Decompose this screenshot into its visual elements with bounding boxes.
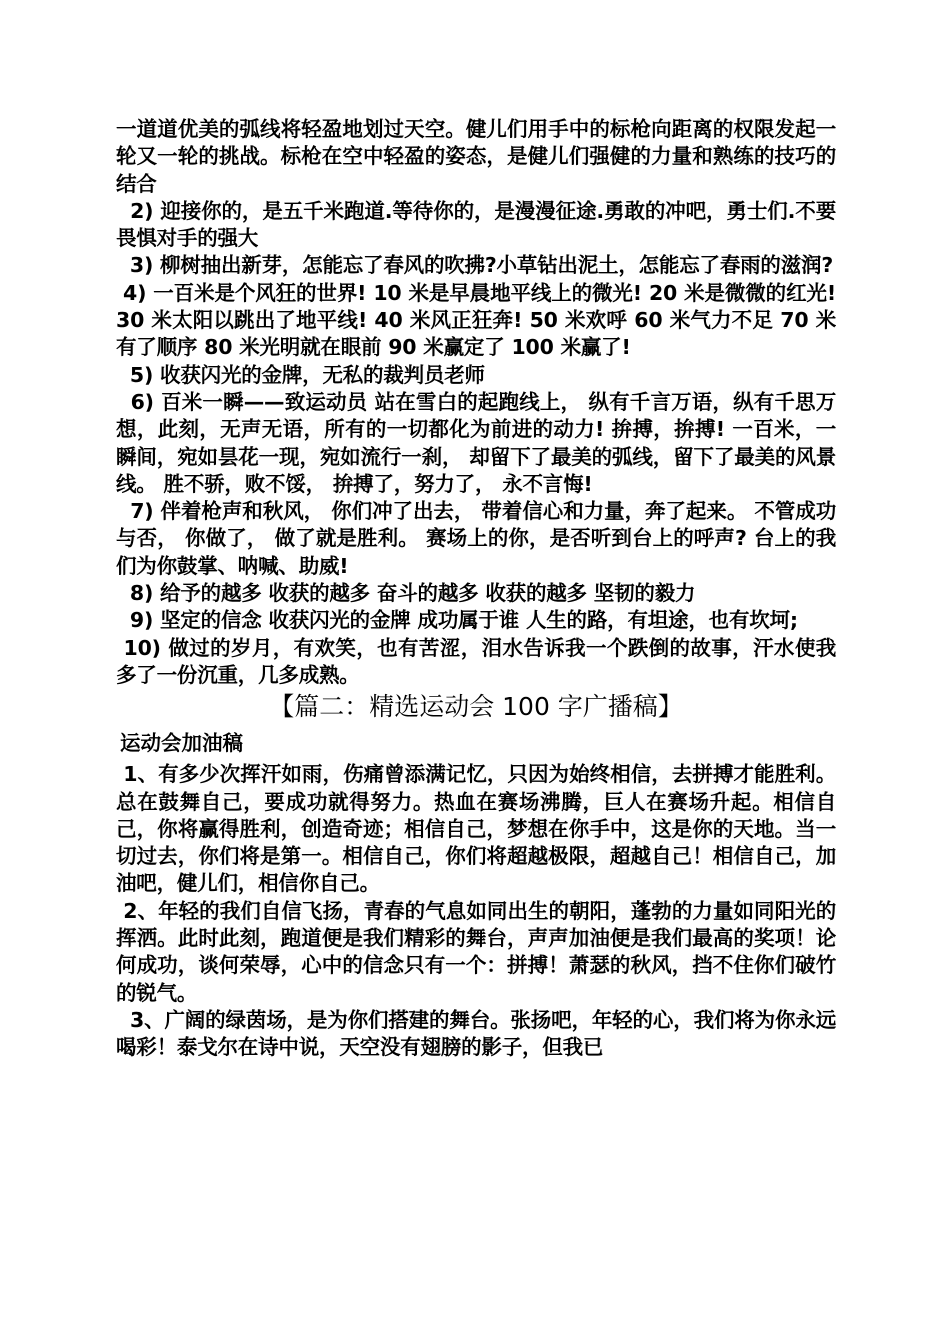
paragraph-javelin: 一道道优美的弧线将轻盈地划过天空。健儿们用手中的标枪向距离的权限发起一轮又一轮的挑战。标枪在空中轻盈的姿态，是健儿们强健的力量和熟练的技巧的结合	[116, 117, 836, 196]
paragraph-item-3: 3) 柳树抽出新芽，怎能忘了春风的吹拂?小草钻出泥土，怎能忘了春雨的滋润?	[116, 253, 834, 278]
paragraph-item-6: 6) 百米一瞬——致运动员 站在雪白的起跑线上， 纵有千言万语，纵有千思万想，此刻，无声无语，所有的一切都化为前进的动力! 拚搏，拚搏! 一百米，一瞬间，宛如昙花一现，宛如流行一刹， 却留下了最美的弧线，留下了最美的风景线。 胜不骄，败不馁， 拚搏了，努力了， 永不言悔!	[116, 389, 836, 496]
cheer-paragraph-3: 3、广阔的绿茵场，是为你们搭建的舞台。张扬吧，年轻的心，我们将为你永远喝彩！泰戈尔在诗中说，天空没有翅膀的影子，但我已	[116, 1007, 837, 1060]
document-body	[116, 116, 843, 1062]
section-heading: 【篇二：精选运动会 100 字广播稿】	[269, 692, 683, 722]
paragraph-item-10: 10) 做过的岁月，有欢笑，也有苦涩，泪水告诉我一个跌倒的故事，汗水使我多了一份沉重，几多成熟。	[116, 635, 836, 687]
paragraph-item-5: 5) 收获闪光的金牌，无私的裁判员老师	[116, 362, 485, 387]
section-subtitle: 运动会加油稿	[120, 731, 243, 756]
paragraph-item-9: 9) 坚定的信念 收获闪光的金牌 成功属于谁 人生的路，有坦途，也有坎坷;	[116, 608, 798, 633]
cheer-paragraph-2: 2、年轻的我们自信飞扬，青春的气息如同出生的朝阳，蓬勃的力量如同阳光的挥洒。此时此刻，跑道便是我们精彩的舞台，声声加油便是我们最高的奖项！论何成功，谈何荣辱，心中的信念只有一个：拼搏！萧瑟的秋风，挡不住你们破竹的锐气。	[116, 898, 837, 1005]
cheer-paragraph-1: 1、有多少次挥汗如雨，伤痛曾添满记忆，只因为始终相信，去拼搏才能胜利。总在鼓舞自己，要成功就得努力。热血在赛场沸腾，巨人在赛场升起。相信自己，你将赢得胜利，创造奇迹；相信自己，梦想在你手中，这是你的天地。当一切过去，你们将是第一。相信自己，你们将超越极限，超越自己！相信自己，加油吧，健儿们，相信你自己。	[116, 762, 837, 896]
paragraph-item-4: 4) 一百米是个风狂的世界! 10 米是早晨地平线上的微光! 20 米是微微的红光! 30 米太阳以跳出了地平线! 40 米风正狂奔! 50 米欢呼 60 米气力不足 70 米有了顺序 80 米光明就在眼前 90 米赢定了 100 米赢了!	[116, 280, 843, 360]
paragraph-item-2: 2) 迎接你的，是五千米跑道.等待你的，是漫漫征途.勇敢的冲吧，勇士们.不要畏惧对手的强大	[116, 198, 837, 251]
paragraph-item-8: 8) 给予的越多 收获的越多 奋斗的越多 收获的越多 坚韧的毅力	[116, 581, 696, 606]
paragraph-item-7: 7) 伴着枪声和秋风， 你们冲了出去， 带着信心和力量，奔了起来。 不管成功与否， 你做了， 做了就是胜利。 赛场上的你，是否听到台上的呼声? 台上的我们为你鼓掌、呐喊、助威!	[116, 499, 836, 578]
